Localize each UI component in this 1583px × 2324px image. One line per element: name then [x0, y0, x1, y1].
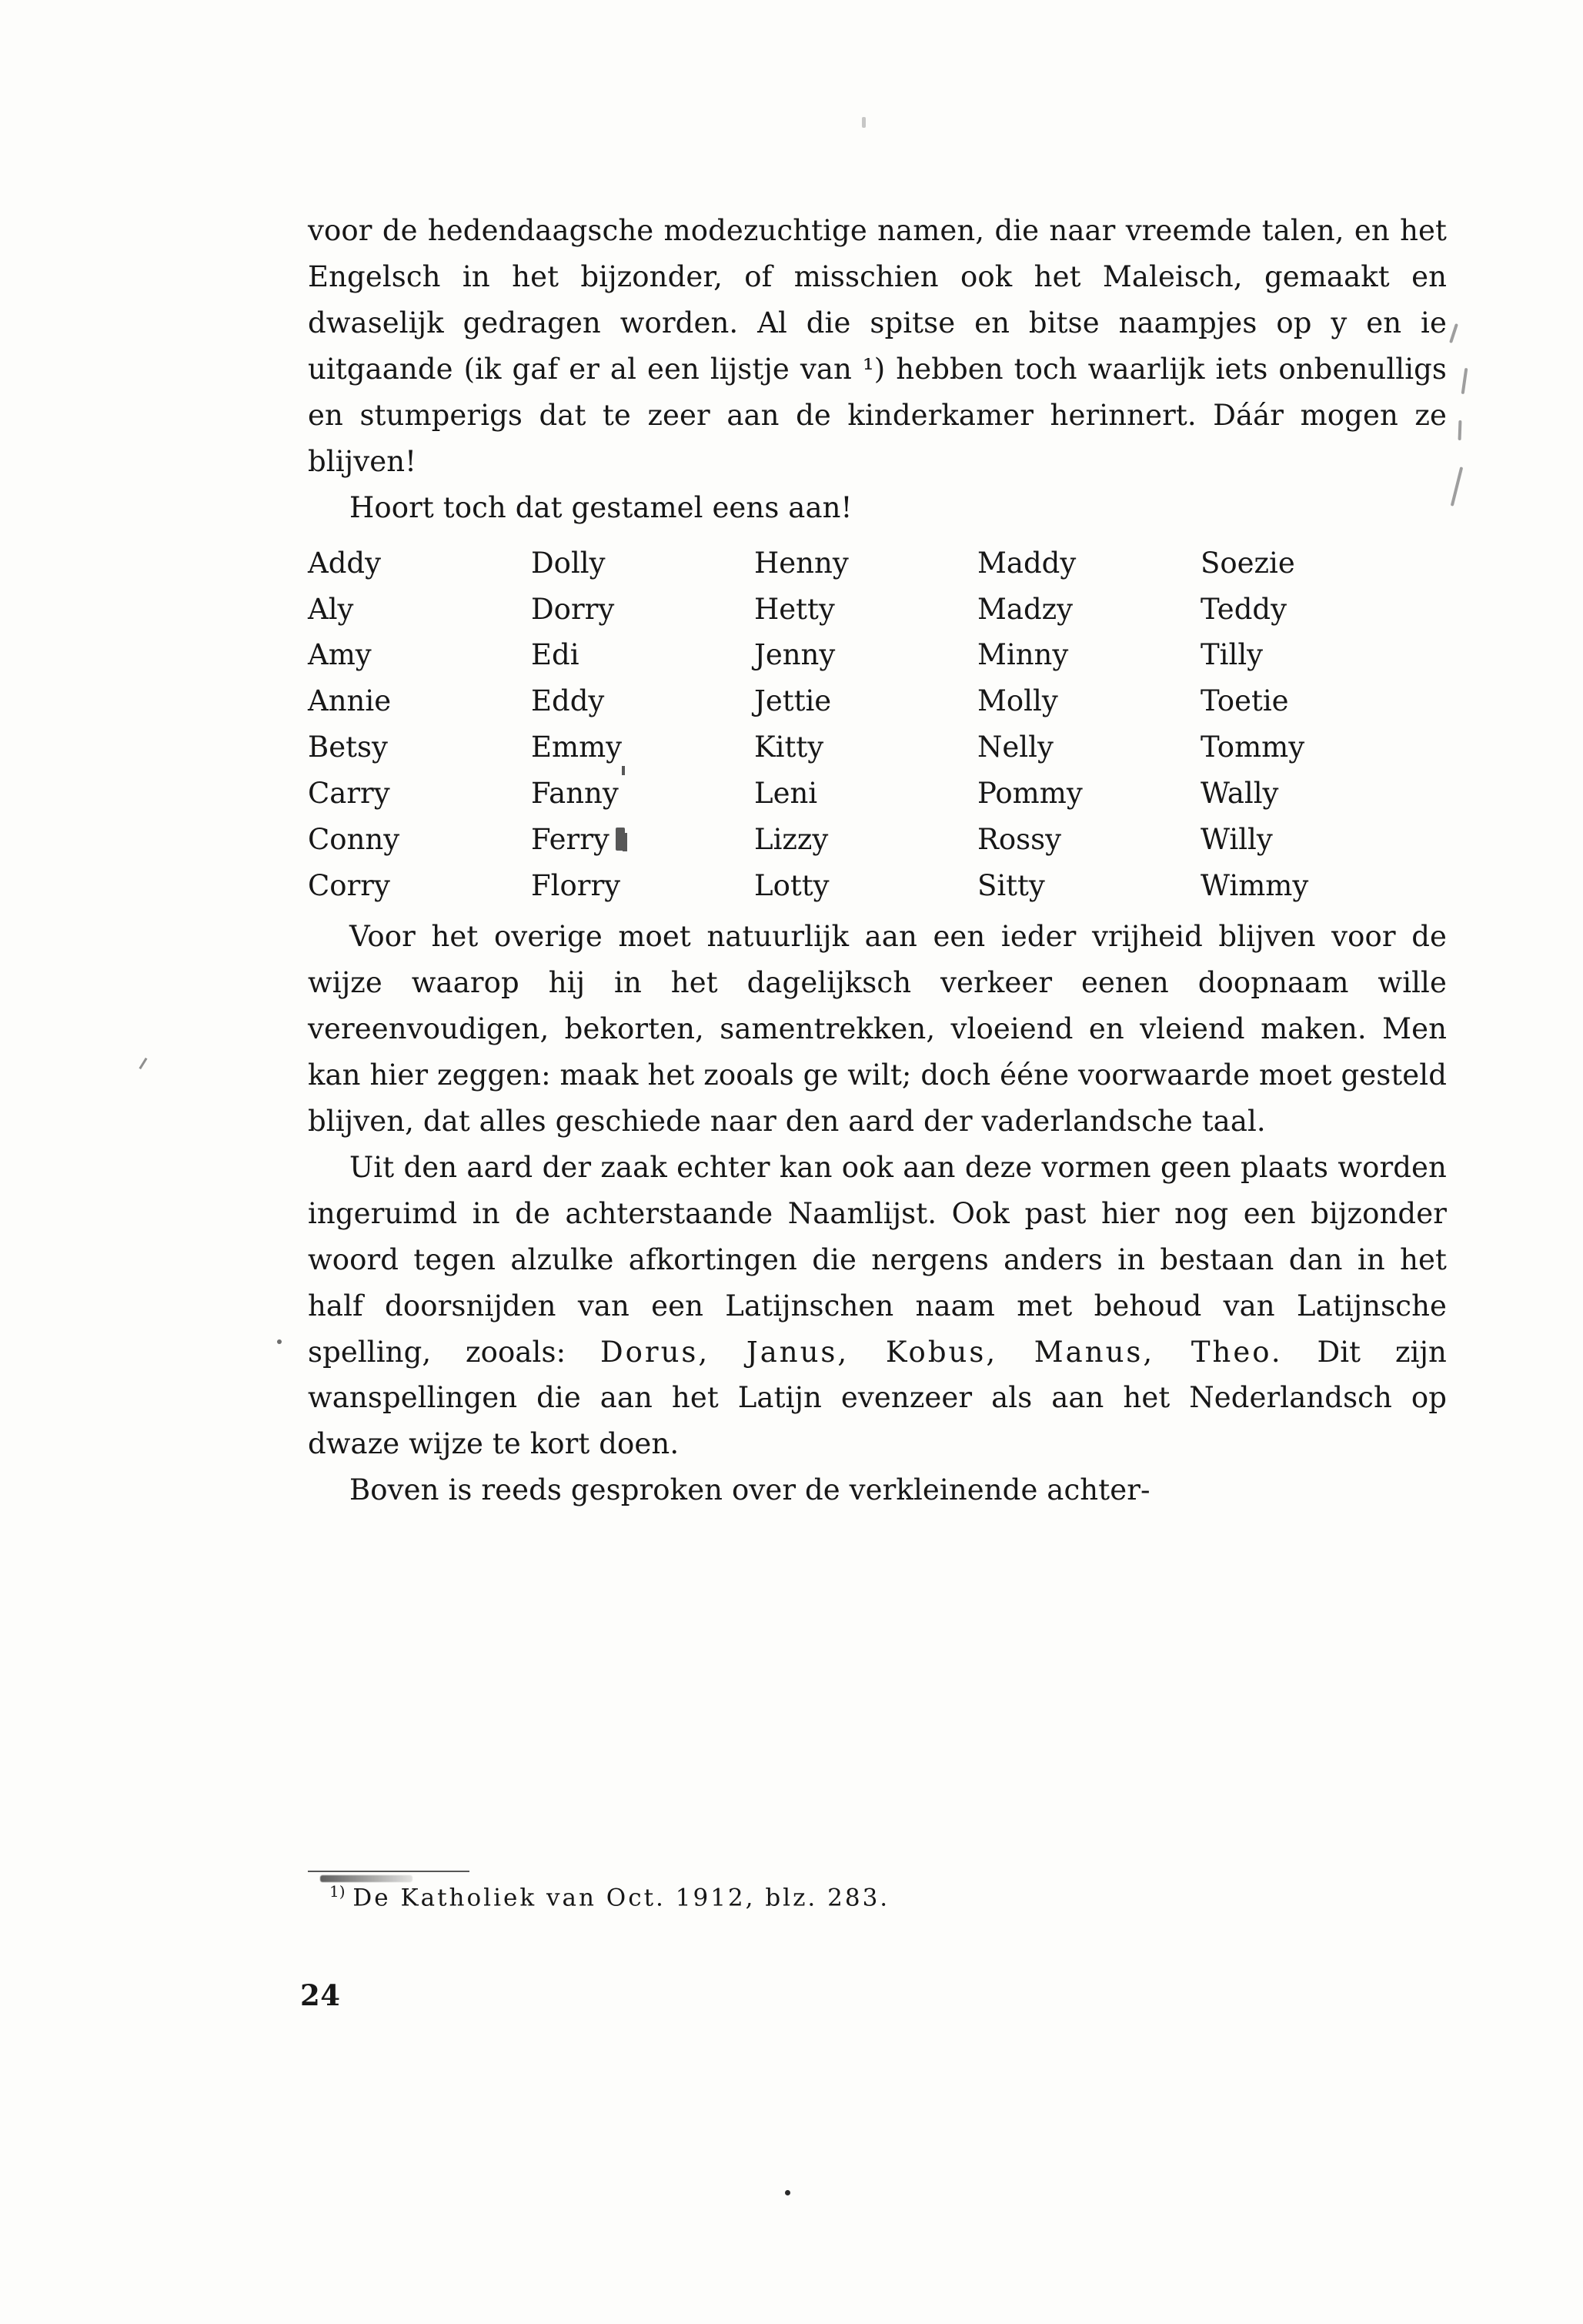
footnote-marker: 1)	[329, 1882, 346, 1901]
name-cell: Betsy	[308, 731, 388, 764]
name-cell: Eddy	[531, 684, 605, 718]
margin-mark-2	[1461, 368, 1468, 394]
scan-artifact-bottom-dot	[785, 2190, 790, 2195]
name-cell: Minny	[977, 638, 1069, 672]
name-cell	[531, 817, 754, 863]
name-cell: Florry	[531, 869, 621, 903]
name-cell: Lizzy	[754, 823, 829, 857]
name-cell: Maddy	[977, 546, 1077, 580]
table-row	[308, 771, 1401, 817]
name-cell: Madzy	[977, 592, 1074, 626]
paragraph-5: Boven is reeds gesproken over de verkleinende achter-	[349, 1473, 1151, 1507]
name-cell-text: Ferry	[531, 823, 609, 857]
name-cell: Molly	[977, 684, 1058, 718]
name-cell: Lotty	[754, 869, 830, 903]
name-cell: Pommy	[977, 777, 1083, 811]
name-cell: Wally	[1201, 777, 1279, 811]
latin-names-emphasis: Dorus, Janus, Kobus, Manus, Theo.	[599, 1335, 1283, 1369]
margin-mark-1	[1449, 323, 1458, 343]
name-cell: Aly	[308, 592, 354, 626]
name-cell: Teddy	[1201, 592, 1287, 626]
footnote-smudge	[320, 1875, 412, 1882]
name-cell: Hetty	[754, 592, 835, 626]
name-cell: Dorry	[531, 592, 615, 626]
footnote-separator	[308, 1871, 469, 1872]
paragraph-4-tail: Dit zijn wanspellingen die aan het Latijn evenzeer als aan het Nederlandsch op dwaze wijze te kort doen.	[308, 1335, 1447, 1461]
name-cell: Sitty	[977, 869, 1045, 903]
table-row	[308, 678, 1401, 724]
scan-artifact-left-dot	[277, 1339, 282, 1344]
paragraph-2: Hoort toch dat gestamel eens aan!	[349, 490, 853, 524]
table-row	[308, 724, 1401, 771]
table-row	[308, 540, 1401, 587]
table-row	[308, 817, 1401, 863]
names-table	[308, 540, 1401, 910]
name-cell: Edi	[531, 638, 579, 672]
name-cell: Willy	[1201, 823, 1273, 857]
name-cell: Carry	[308, 777, 390, 811]
table-row	[308, 632, 1401, 678]
name-cell: Annie	[308, 684, 392, 718]
name-cell: Addy	[308, 546, 381, 580]
name-cell: Kitty	[754, 731, 824, 764]
name-cell: Rossy	[977, 823, 1062, 857]
name-cell: Jenny	[754, 638, 836, 672]
paragraph-4-text: Uit den aard der zaak echter kan ook aan deze vormen geen plaats worden ingeruimd in de achterstaande Naamlijst. Ook past hier nog een bijzonder woord tegen alzulke afkortingen die nergens anders in bestaan dan in het half doorsnijden van een Latijnschen naam met behoud van Latijnsche spelling, zooals:	[308, 1150, 1447, 1369]
name-cell: Conny	[308, 823, 400, 857]
paragraph-1: voor de hedendaagsche modezuchtige namen, die naar vreemde talen, en het Engelsch in het bijzonder, of misschien ook het Maleisch, gemaakt en dwaselijk gedragen worden. Al die spitse en bitse naampjes op y en ie uitgaande (ik gaf er al een lijstje van ¹) hebben toch waarlijk iets onbenulligs en stumperigs dat te zeer aan de kinderkamer herinnert. Dáár mogen ze blijven!	[308, 214, 1447, 478]
table-row	[308, 863, 1401, 909]
footnote-section	[308, 1871, 1447, 1916]
name-cell: Tommy	[1201, 731, 1305, 764]
table-row	[308, 587, 1401, 633]
paragraph-4	[308, 1145, 1447, 1468]
name-cell	[531, 724, 754, 771]
name-cell: Amy	[308, 638, 372, 672]
name-cell: Nelly	[977, 731, 1054, 764]
scan-artifact-top	[862, 117, 866, 128]
name-cell: Henny	[754, 546, 849, 580]
name-cell: Jettie	[754, 684, 832, 718]
footnote	[308, 1880, 1447, 1916]
name-cell: Corry	[308, 869, 390, 903]
footnote-text: De Katholiek van Oct. 1912, blz. 283.	[352, 1884, 890, 1912]
page-number: 24	[300, 1978, 341, 2012]
margin-mark-3	[1458, 420, 1462, 440]
name-cell: Soezie	[1201, 546, 1295, 580]
scan-artifact-left-tick	[139, 1058, 147, 1069]
page-body	[308, 208, 1447, 1513]
name-cell: Wimmy	[1201, 869, 1309, 903]
name-cell-text: Emmy	[531, 724, 622, 771]
name-cell: Toetie	[1201, 684, 1289, 718]
name-cell: Dolly	[531, 546, 606, 580]
name-cell: Fanny	[531, 777, 619, 811]
paragraph-3: Voor het overige moet natuurlijk aan een ieder vrijheid blijven voor de wijze waarop hij in het dagelijksch verkeer eenen doopnaam wille vereenvoudigen, bekorten, samentrekken, vloeiend en vleiend maken. Men kan hier zeggen: maak het zooals ge wilt; doch ééne voorwaarde moet gesteld blijven, dat alles geschiede naar den aard der vaderlandsche taal.	[308, 920, 1447, 1138]
margin-mark-4	[1451, 466, 1463, 506]
name-cell: Leni	[754, 777, 818, 811]
name-cell: Tilly	[1201, 638, 1264, 672]
